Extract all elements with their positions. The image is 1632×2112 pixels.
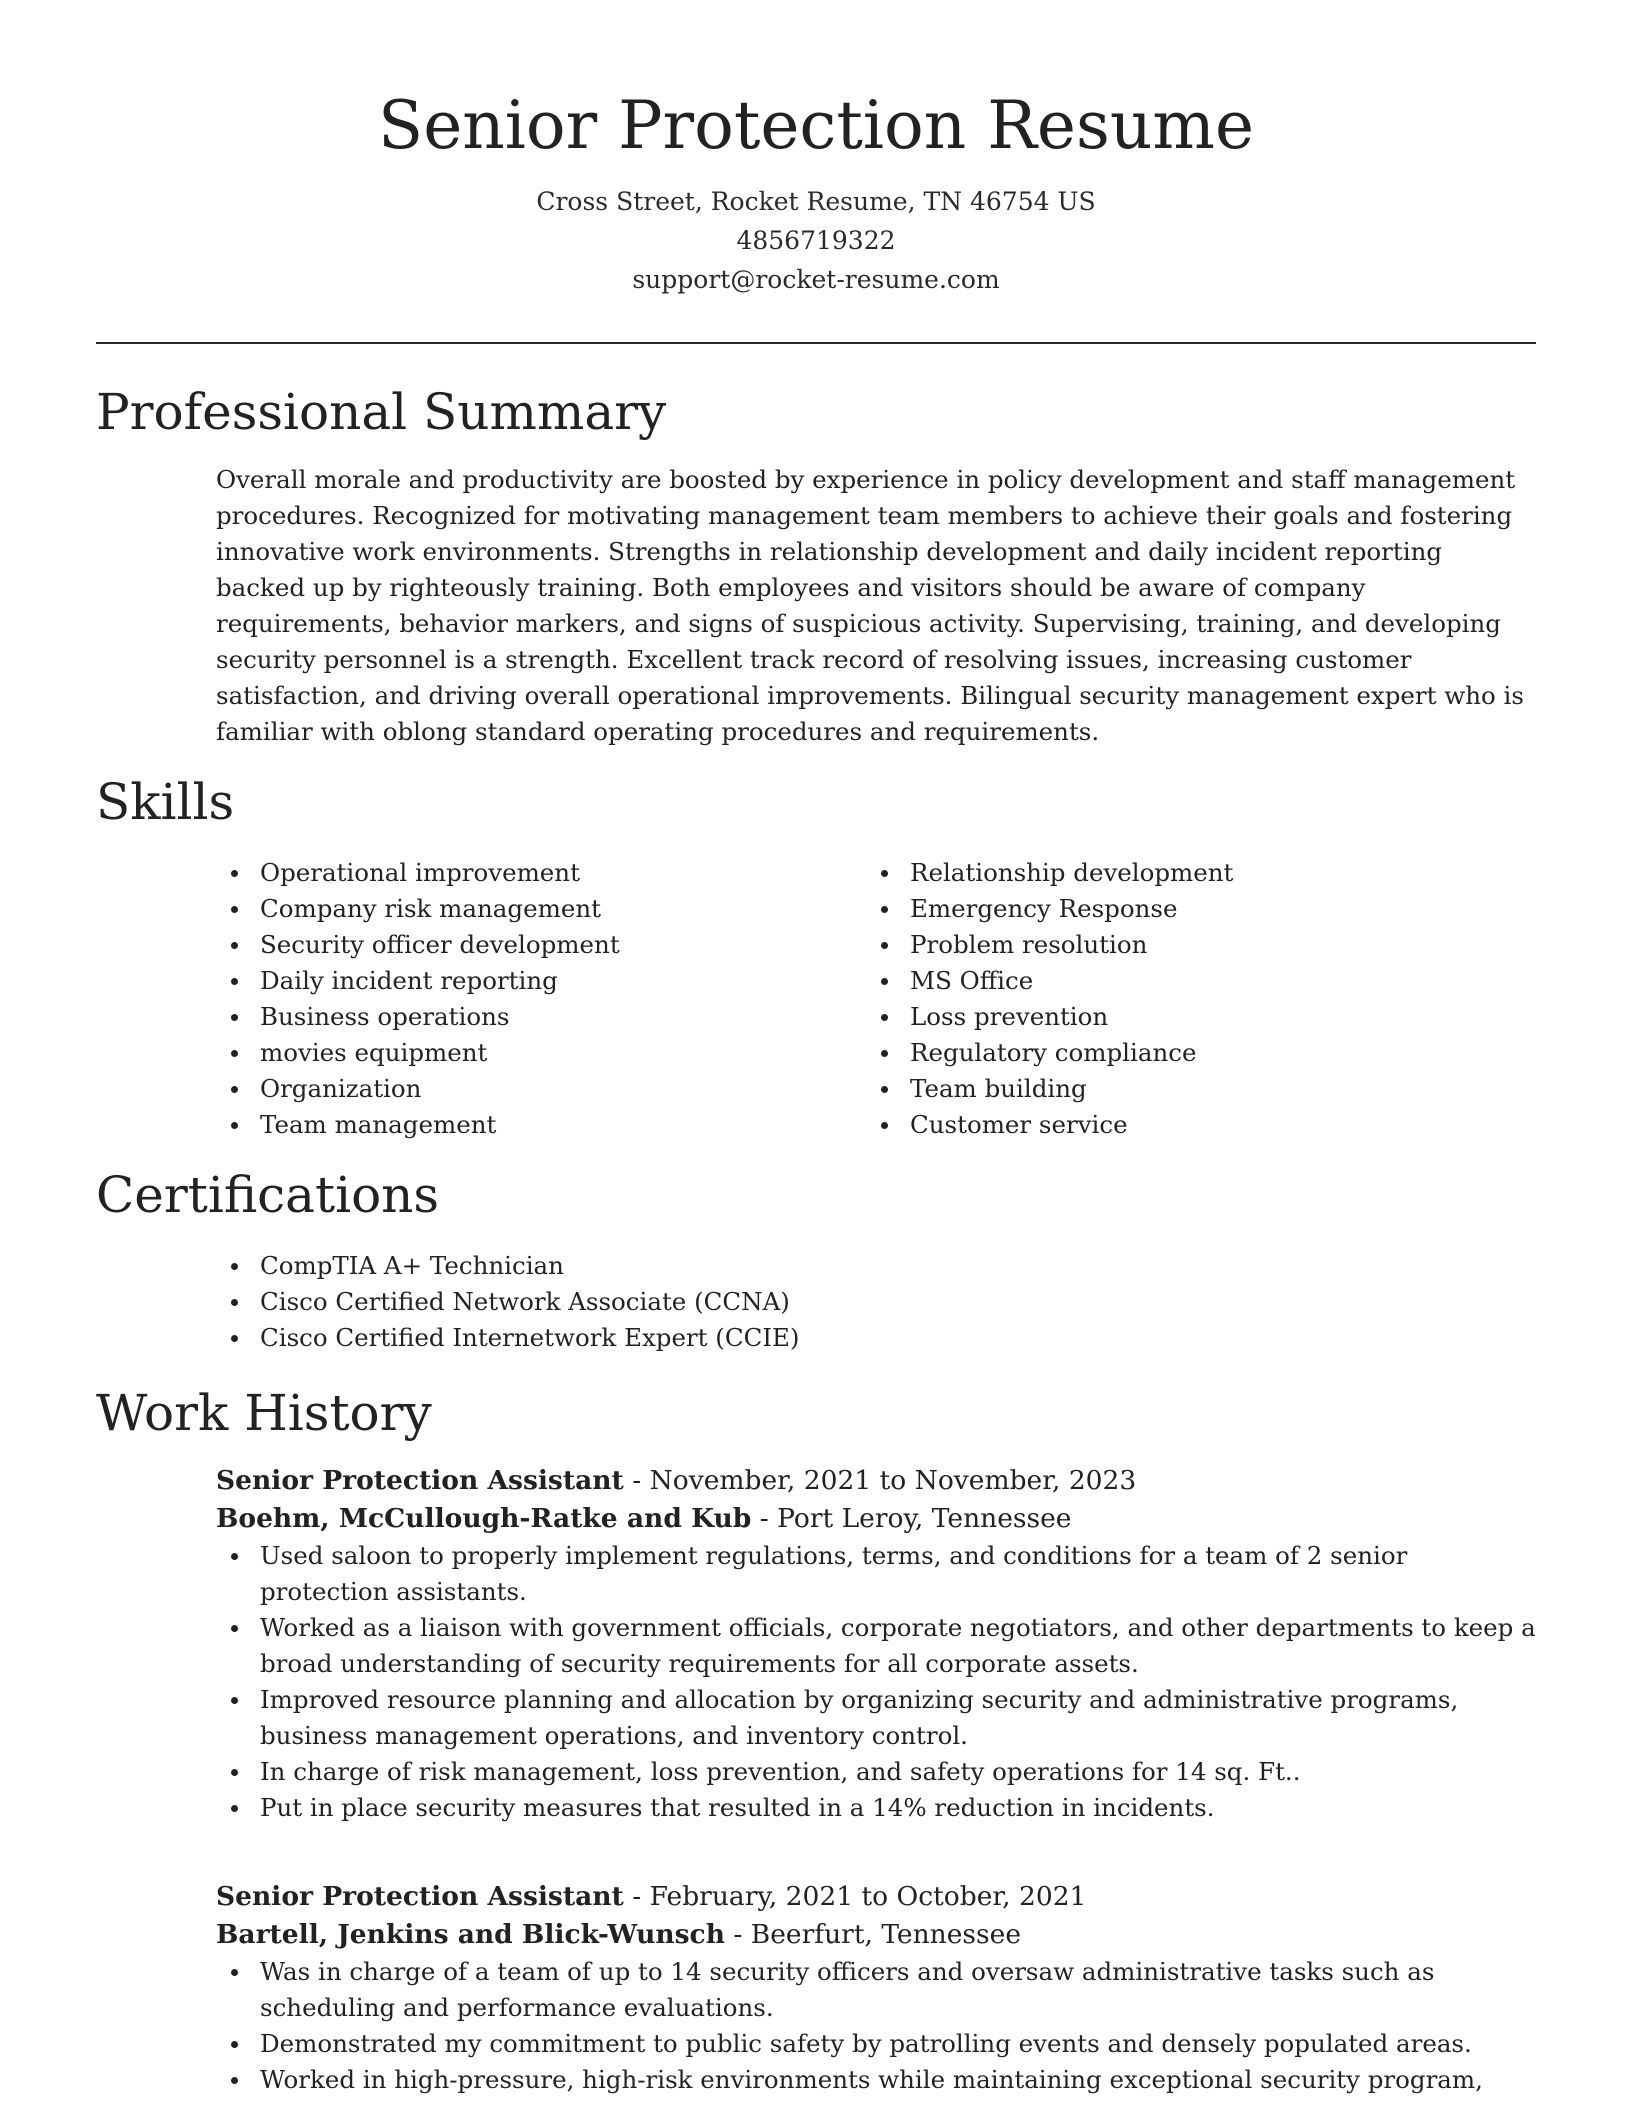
skill-item: Problem resolution	[866, 927, 1506, 963]
job-company: Bartell, Jenkins and Blick-Wunsch	[216, 1919, 725, 1950]
job-duties-list	[216, 1538, 1536, 1826]
job-company-line	[216, 1916, 1536, 1954]
contact-info	[0, 182, 1632, 299]
job-title: Senior Protection Assistant	[216, 1465, 624, 1496]
job-duty: Used saloon to properly implement regulations, terms, and conditions for a team of 2 senior protection assistants.	[216, 1538, 1536, 1610]
job-location: - Port Leroy, Tennessee	[751, 1503, 1072, 1534]
skill-item: Team management	[216, 1107, 856, 1143]
job-title-line	[216, 1878, 1536, 1916]
skills-column-left	[216, 855, 856, 1143]
skill-item: Operational improvement	[216, 855, 856, 891]
job-duty: Improved resource planning and allocation by organizing security and administrative programs, business management operations, and inventory control.	[216, 1682, 1536, 1754]
summary-text: Overall morale and productivity are boosted by experience in policy development and staff management procedures. Recognized for motivating management team members to achieve their goals and fostering innovative work environments. Strengths in relationship development and daily incident reporting backed up by righteously training. Both employees and visitors should be aware of company requirements, behavior markers, and signs of suspicious activity. Supervising, training, and developing security personnel is a strength. Excellent track record of resolving issues, increasing customer satisfaction, and driving overall operational improvements. Bilingual security management expert who is familiar with oblong standard operating procedures and requirements.	[216, 465, 1524, 746]
job-duty: Put in place security measures that resulted in a 14% reduction in incidents.	[216, 1790, 1536, 1826]
job-entry	[216, 1878, 1536, 2098]
skill-item: Daily incident reporting	[216, 963, 856, 999]
job-dates: - February, 2021 to October, 2021	[623, 1881, 1087, 1912]
skill-item: Relationship development	[866, 855, 1506, 891]
contact-phone: 4856719322	[736, 226, 896, 255]
skill-item: MS Office	[866, 963, 1506, 999]
job-duty: Demonstrated my commitment to public safety by patrolling events and densely populated areas.	[216, 2026, 1536, 2062]
skills-column-right	[866, 855, 1506, 1143]
job-duty: Was in charge of a team of up to 14 security officers and oversaw administrative tasks such as scheduling and performance evaluations.	[216, 1954, 1536, 2026]
certifications-list	[216, 1248, 1516, 1356]
resume-header	[0, 80, 1632, 299]
job-duty: Worked in high-pressure, high-risk environments while maintaining exceptional security program,	[216, 2062, 1536, 2098]
job-entry	[216, 1462, 1536, 1826]
certifications-block	[216, 1248, 1516, 1356]
contact-address: Cross Street, Rocket Resume, TN 46754 US	[536, 187, 1096, 216]
skills-list-left	[216, 855, 856, 1143]
job-duties-list	[216, 1954, 1536, 2098]
summary-heading: Professional Summary	[96, 383, 667, 441]
skill-item: Regulatory compliance	[866, 1035, 1506, 1071]
header-divider	[96, 342, 1536, 344]
skill-item: Organization	[216, 1071, 856, 1107]
skill-item: Emergency Response	[866, 891, 1506, 927]
skill-item: movies equipment	[216, 1035, 856, 1071]
certification-item: Cisco Certified Network Associate (CCNA)	[216, 1284, 1516, 1320]
skill-item: Loss prevention	[866, 999, 1506, 1035]
certifications-heading: Certifications	[96, 1166, 440, 1224]
job-company-line	[216, 1500, 1536, 1538]
job-dates: - November, 2021 to November, 2023	[623, 1465, 1137, 1496]
job-location: - Beerfurt, Tennessee	[724, 1919, 1021, 1950]
job-title-line	[216, 1462, 1536, 1500]
resume-name: Senior Protection Resume	[377, 87, 1254, 164]
job-duty: Worked as a liaison with government officials, corporate negotiators, and other departments to keep a broad understanding of security requirements for all corporate assets.	[216, 1610, 1536, 1682]
job-company: Boehm, McCullough-Ratke and Kub	[216, 1503, 752, 1534]
skill-item: Team building	[866, 1071, 1506, 1107]
skill-item: Company risk management	[216, 891, 856, 927]
skills-list-right	[866, 855, 1506, 1143]
certification-item: CompTIA A+ Technician	[216, 1248, 1516, 1284]
job-title: Senior Protection Assistant	[216, 1881, 624, 1912]
skills-heading: Skills	[96, 773, 235, 831]
skill-item: Business operations	[216, 999, 856, 1035]
work-history-heading: Work History	[96, 1384, 432, 1442]
skill-item: Customer service	[866, 1107, 1506, 1143]
certification-item: Cisco Certified Internetwork Expert (CCIE)	[216, 1320, 1516, 1356]
skill-item: Security officer development	[216, 927, 856, 963]
job-duty: In charge of risk management, loss prevention, and safety operations for 14 sq. Ft..	[216, 1754, 1536, 1790]
contact-email: support@rocket-resume.com	[632, 265, 1000, 294]
